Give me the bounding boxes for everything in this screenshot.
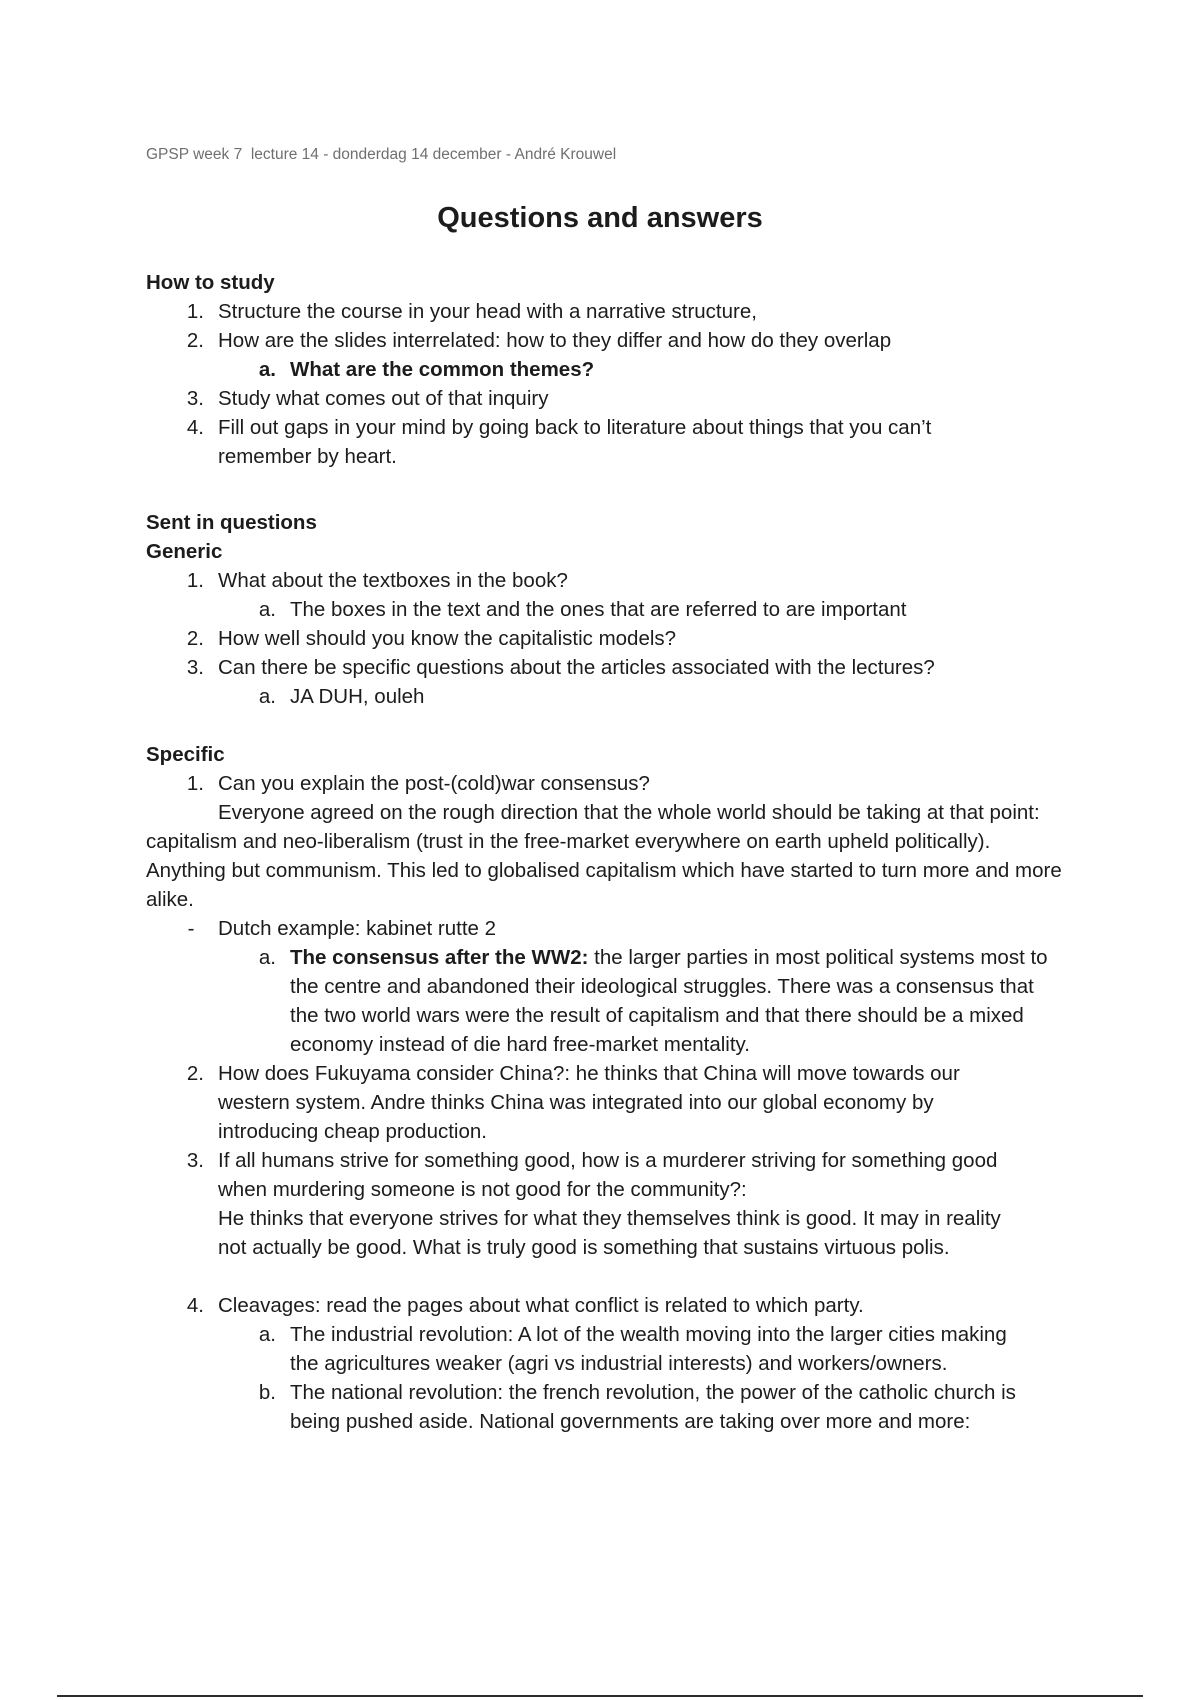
list-letter: b. <box>258 1381 276 1404</box>
list-letter: a. <box>258 946 276 969</box>
list-item-text: Can there be specific questions about the articles associated with the lectures? <box>218 656 935 679</box>
bullet-item <box>146 914 1066 943</box>
list-item-text: The boxes in the text and the ones that are referred to are important <box>290 598 907 621</box>
list-number: 3. <box>186 387 204 410</box>
list-subitem <box>146 682 1066 711</box>
list-item-text: The industrial revolution: A lot of the wealth moving into the larger cities making the agricultures weaker (agri vs industrial interests) and workers/owners. <box>290 1323 1007 1375</box>
list-subitem <box>146 595 1066 624</box>
list-item <box>146 653 1066 682</box>
list-number: 2. <box>186 627 204 650</box>
list-letter: a. <box>258 598 276 621</box>
list-item-text: How are the slides interrelated: how to they differ and how do they overlap <box>218 329 892 352</box>
list-item-text: JA DUH, ouleh <box>290 685 425 708</box>
subsection-heading: Generic <box>146 540 223 563</box>
list-item <box>146 624 1066 653</box>
list-item-text: Cleavages: read the pages about what conflict is related to which party. <box>218 1294 864 1317</box>
list-item-text <box>290 943 1066 1059</box>
list-item-text: Study what comes out of that inquiry <box>218 387 549 410</box>
subitem-body: the larger parties in most political systems most to the centre and abandoned their ideological struggles. There was a consensus that the two world wars were the result of capitalism and that there should be a mixed economy instead of die hard free-market mentality. <box>290 946 1048 1056</box>
list-number: 1. <box>186 772 204 795</box>
section-heading: Sent in questions <box>146 511 317 534</box>
list-item-text: How does Fukuyama consider China?: he thinks that China will move towards our western system. Andre thinks China was integrated into our global economy by introducing cheap production. <box>218 1062 960 1143</box>
list-item-text: The national revolution: the french revolution, the power of the catholic church is being pushed aside. National governments are taking over more and more: <box>290 1381 1016 1433</box>
list-item-text: Can you explain the post-(cold)war consensus? <box>218 772 650 795</box>
list-number: 4. <box>186 1294 204 1317</box>
list-letter: a. <box>258 685 276 708</box>
list-letter: a. <box>258 1323 276 1346</box>
answer-paragraph: Everyone agreed on the rough direction that the whole world should be taking at that point: capitalism and neo-liberalism (trust in the free-market everywhere on earth upheld politically). Anything but communism. This led to globalised capitalism which have started to turn more and more alike. <box>146 801 1062 911</box>
list-item <box>146 1291 1066 1320</box>
bold-lead: The consensus after the WW2: <box>290 946 589 969</box>
list-item <box>146 769 1066 798</box>
list-item-text: Structure the course in your head with a narrative structure, <box>218 300 757 323</box>
how-to-study-section <box>146 268 1066 471</box>
list-number: 1. <box>186 569 204 592</box>
list-number: 1. <box>186 300 204 323</box>
list-number: 4. <box>186 416 204 439</box>
spacer <box>146 1262 1066 1291</box>
list-item-text: Dutch example: kabinet rutte 2 <box>218 917 497 940</box>
section-heading: Specific <box>146 743 225 766</box>
list-item-text: How well should you know the capitalistic models? <box>218 627 677 650</box>
answer-paragraph: He thinks that everyone strives for what they themselves think is good. It may in reality not actually be good. What is truly good is something that sustains virtuous polis. <box>218 1207 1001 1259</box>
list-letter: a. <box>258 358 276 381</box>
list-item-text: If all humans strive for something good, how is a murderer striving for something good when murdering someone is not good for the community?: <box>218 1149 998 1201</box>
list-item <box>146 566 1066 595</box>
list-number: 3. <box>186 656 204 679</box>
list-item <box>146 1059 1066 1146</box>
document-header: GPSP week 7 lecture 14 - donderdag 14 december - André Krouwel <box>146 146 617 163</box>
list-item-text: What are the common themes? <box>290 358 595 381</box>
list-subitem <box>146 943 1066 1059</box>
list-item-text: What about the textboxes in the book? <box>218 569 568 592</box>
list-item <box>146 326 1066 355</box>
list-number: 3. <box>186 1149 204 1172</box>
list-subitem <box>146 355 1066 384</box>
list-item <box>146 1146 1066 1262</box>
list-number: 2. <box>186 1062 204 1085</box>
list-item-text: Fill out gaps in your mind by going back to literature about things that you can’t remember by heart. <box>218 416 932 468</box>
dash-bullet: - <box>187 917 195 940</box>
list-item <box>146 413 1066 471</box>
page-title: Questions and answers <box>437 202 763 234</box>
page-bottom-rule <box>57 1695 1143 1697</box>
list-subitem <box>146 1320 1066 1378</box>
specific-section <box>146 740 1066 1436</box>
list-number: 2. <box>186 329 204 352</box>
list-item <box>146 384 1066 413</box>
list-item <box>146 297 1066 326</box>
list-subitem <box>146 1378 1066 1436</box>
sent-in-questions-section <box>146 508 1066 711</box>
section-heading: How to study <box>146 271 275 294</box>
